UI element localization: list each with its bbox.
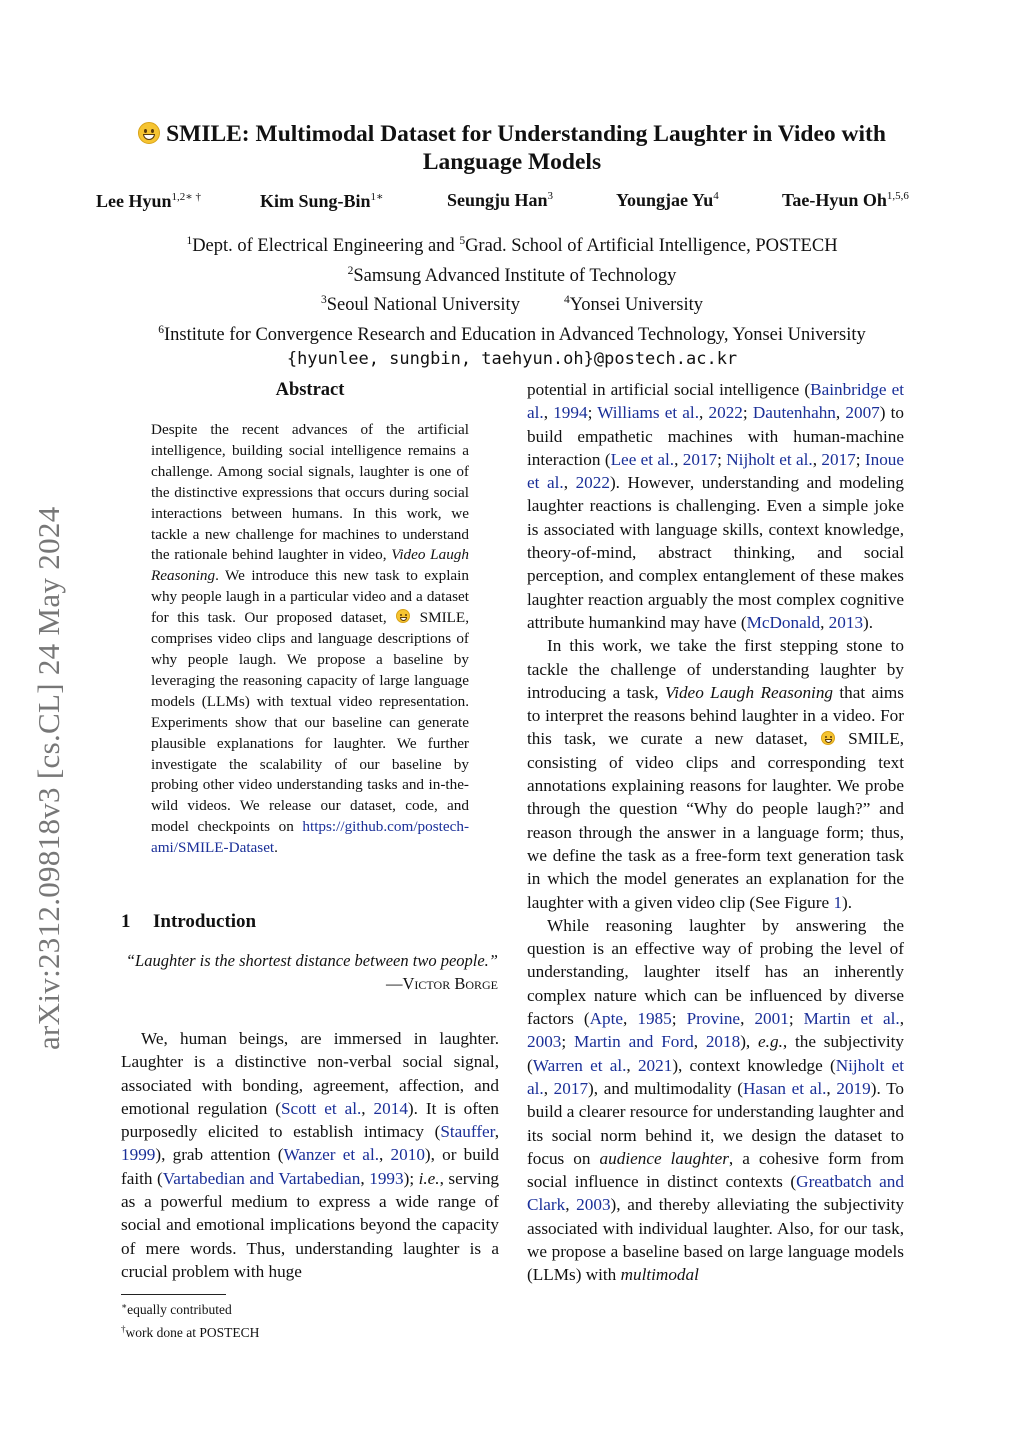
citation-link[interactable]: Nijholt et al. — [726, 449, 813, 469]
arxiv-sidebar — [26, 440, 72, 1050]
citation-link[interactable]: 2003 — [576, 1195, 611, 1215]
citation-link[interactable]: Warren et al. — [532, 1055, 627, 1075]
citation-link[interactable]: Vartabedian and Vartabedian — [162, 1168, 361, 1188]
right-column — [527, 378, 904, 1287]
citation-link[interactable]: 2018 — [705, 1032, 741, 1052]
abstract-body: Despite the recent advances of the artificial intelligence, building social intelligence remains a challenge. Among social signals, laughter is one of the distinctive expressions that occurs during social interactions between humans. In this work, we tackle a new challenge for machines to understand the rationale behind laughter in video, Video Laugh Reasoning. We introduce this new task to explain why people laugh in a particular video and a dataset for this task. Our proposed dataset, SMILE, comprises video clips and language descriptions of why people laugh. We propose a baseline by leveraging the reasoning capacity of large language models (LLMs) with textual video representation. Experiments show that our baseline can generate plausible explanations for laughter. We further investigate the scalability of our baseline by probing other video understanding tasks and in-the-wild videos. We release our dataset, code, and model checkpoints on https://github.com/postech-ami/SMILE-Dataset. — [151, 421, 469, 857]
author-kim-sung-bin: Kim Sung-Bin$^{1∗}$ — [260, 191, 384, 211]
author-youngjae-yu: Youngjae Yu$^4$ — [616, 190, 719, 210]
citation-link[interactable]: Martin and Ford — [573, 1032, 694, 1052]
citation-link[interactable]: Inoue et al. — [527, 449, 905, 493]
citation-link[interactable]: 2017 — [682, 449, 718, 469]
footnote-work-at-postech: †work done at POSTECH — [121, 1323, 260, 1340]
affiliation-postech: $^1$Dept. of Electrical Engineering and $^5$Grad. School of Artificial Intelligence, POSTECH — [186, 235, 838, 256]
citation-link[interactable]: Martin et al. — [803, 1009, 900, 1029]
citation-link[interactable]: Scott et al. — [281, 1098, 362, 1118]
intro-paragraph-1-continued: potential in artificial social intelligence (Bainbridge et al., 1994; Williams et al., 2022; Dautenhahn, 2007) to build empathetic machines with human-machine interaction (Lee et al., 2017; Nijholt et al., 2017; Inoue et al., 2022). However, understanding and modeling laughter reactions is challenging. Even a simple joke is associated with language skills, context knowledge, theory-of-mind, abstract thinking, and social perception, and complex entanglement of these makes laughter reaction arguably the most complex cognitive attribute humankind may have (McDonald, 2013). — [527, 380, 905, 632]
citation-link[interactable]: 2001 — [754, 1009, 789, 1029]
citation-link[interactable]: 2019 — [836, 1078, 871, 1098]
citation-link[interactable]: 2013 — [828, 612, 864, 632]
citation-link[interactable]: 2017 — [553, 1078, 589, 1098]
quote-text: “Laughter is the shortest distance between two people.” — [125, 951, 498, 970]
figure-link[interactable]: 1 — [833, 892, 843, 912]
citation-link[interactable]: Bainbridge et al. — [527, 380, 904, 423]
affiliation-convergence-institute: $^6$Institute for Convergence Research and Education in Advanced Technology, Yonsei University — [158, 323, 866, 345]
citation-link[interactable]: Apte — [589, 1009, 623, 1029]
citation-link[interactable]: 2003 — [527, 1032, 562, 1052]
citation-link[interactable]: 1999 — [121, 1145, 156, 1165]
citation-link[interactable]: Hasan et al. — [743, 1078, 827, 1098]
affiliation-snu-yonsei: $^3$Seoul National University $^4$Yonsei University — [321, 294, 703, 315]
citation-link[interactable]: Stauffer — [440, 1122, 495, 1142]
citation-link[interactable]: Wanzer et al. — [283, 1145, 380, 1165]
citation-link[interactable]: McDonald — [746, 612, 821, 632]
footnote-equal-contribution: ∗equally contributed — [121, 1301, 232, 1317]
author-lee-hyun: Lee Hyun$^{1,2∗ \dagger}$ — [96, 191, 201, 211]
citation-link[interactable]: 2017 — [821, 449, 856, 469]
citation-link[interactable]: Williams et al. — [597, 403, 700, 423]
citation-link[interactable]: 2022 — [575, 473, 610, 493]
smile-emoji-icon — [396, 609, 410, 623]
citation-link[interactable]: 2010 — [390, 1145, 425, 1165]
footnote-divider — [121, 1294, 226, 1295]
citation-link[interactable]: 1993 — [369, 1168, 404, 1188]
author-list — [0, 190, 1024, 218]
author-emails: {hyunlee, sungbin, taehyun.oh}@postech.ac.kr — [286, 349, 738, 369]
section-heading-introduction: 1 Introduction — [121, 911, 257, 932]
citation-link[interactable]: Lee et al. — [610, 449, 675, 469]
citation-link[interactable]: 1994 — [553, 403, 588, 423]
citation-link[interactable]: Dautenhahn — [752, 403, 836, 423]
affiliation-samsung: $^2$Samsung Advanced Institute of Technology — [347, 264, 677, 286]
author-tae-hyun-oh: Tae-Hyun Oh$^{1,5,6}$ — [782, 190, 909, 210]
dataset-link[interactable]: https://github.com/postech-ami/SMILE-Dataset — [151, 818, 469, 857]
author-seungju-han: Seungju Han$^3$ — [447, 190, 554, 210]
quote-author: —Victor Borge — [386, 973, 498, 993]
citation-link[interactable]: 2007 — [845, 403, 880, 423]
smile-emoji-icon — [138, 122, 160, 144]
citation-link[interactable]: 2014 — [373, 1098, 408, 1118]
citation-link[interactable]: Provine — [686, 1009, 741, 1029]
intro-paragraph-3: While reasoning laughter by answering the question is an effective way of probing the level of understanding, laughter itself has an inherently complex nature which can be influenced by diverse factors (Apte, 1985; Provine, 2001; Martin et al., 2003; Martin and Ford, 2018), e.g., the subjectivity (Warren et al., 2021), context knowledge (Nijholt et al., 2017), and multimodality (Hasan et al., 2019). To build a clearer resource for understanding laughter and its social norm behind it, we design the dataset to focus on audience laughter, a cohesive form from social influence in distinct contexts (Greatbatch and Clark, 2003), and thereby alleviating the subjectivity associated with individual laughter. Also, for our task, we propose a baseline based on large language models (LLMs) with multimodal — [527, 915, 905, 1285]
citation-link[interactable]: Greatbatch and Clark — [527, 1172, 904, 1215]
intro-paragraph-1: We, human beings, are immersed in laughter. Laughter is a distinctive non-verbal social signal, associated with bonding, agreement, affection, and emotional regulation (Scott et al., 2014). It is often purposedly elicited to establish intimacy (Stauffer, 1999), grab attention (Wanzer et al., 2010), or build faith (Vartabedian and Vartabedian, 1993); i.e., serving as a powerful medium to express a wide range of social and emotional implications beyond the capacity of mere words. Thus, understanding laughter is a crucial problem with huge — [121, 1029, 500, 1281]
epigraph-quote — [121, 950, 498, 995]
footnotes — [121, 1297, 501, 1342]
citation-link[interactable]: 1985 — [637, 1009, 672, 1029]
paper-title: SMILE: Multimodal Dataset for Understanding Laughter in Video with Language Models — [96, 120, 928, 176]
abstract-heading: Abstract — [275, 380, 345, 400]
arxiv-identifier: arXiv:2312.09818v3 [cs.CL] 24 May 2024 — [31, 506, 66, 1050]
intro-paragraph-2: In this work, we take the first stepping stone to tackle the challenge of understanding laughter by introducing a task, Video Laugh Reasoning that aims to interpret the reasons behind laughter in a video. For this task, we curate a new dataset, SMILE, consisting of video clips and corresponding text annotations explaining reasons for laughter. We probe through the question “Why do people laugh?” and reason through the answer in a language form; thus, we define the task as a free-form text generation task in which the model generates an explanation for the laughter with a given video clip (See Figure 1). — [527, 636, 905, 912]
smile-emoji-icon — [821, 731, 835, 745]
citation-link[interactable]: 2021 — [637, 1055, 673, 1075]
affiliations — [60, 229, 964, 372]
citation-link[interactable]: Nijholt et al. — [527, 1055, 905, 1098]
citation-link[interactable]: 2022 — [708, 403, 743, 423]
